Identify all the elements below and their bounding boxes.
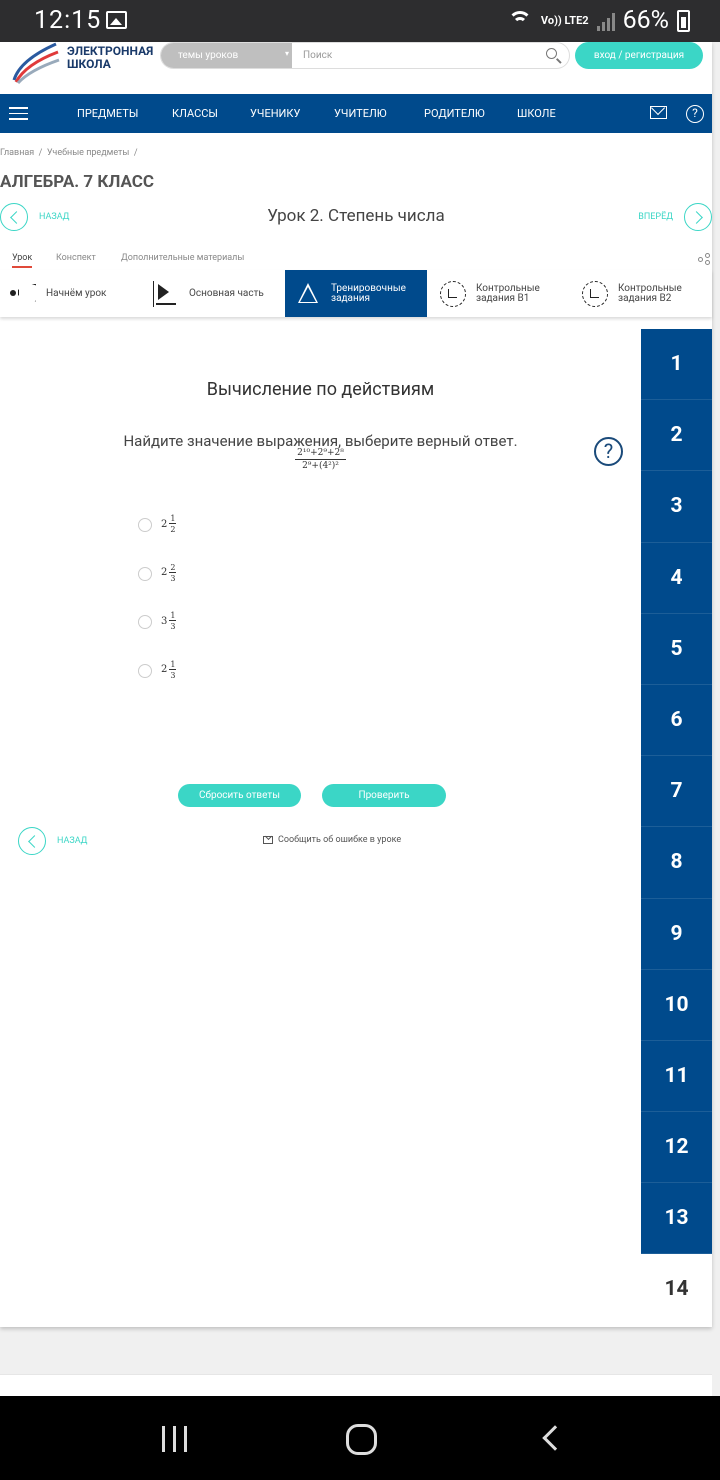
breadcrumb-home[interactable]: Главная	[0, 148, 35, 158]
timer-icon	[582, 281, 608, 307]
network-label: Vo)) LTE2	[540, 14, 589, 27]
play-icon	[153, 281, 179, 307]
radio-button[interactable]	[138, 664, 152, 678]
timer-icon	[440, 281, 466, 307]
nav-item-classes[interactable]: КЛАССЫ	[172, 107, 218, 120]
task-content	[0, 329, 641, 1329]
answer-option[interactable]: 3 $\frac{1}{3}$	[138, 611, 176, 660]
check-button[interactable]: Проверить	[322, 784, 446, 807]
back-icon[interactable]	[542, 1425, 567, 1450]
question-help-icon[interactable]: ?	[594, 437, 623, 466]
footer-strip	[0, 1374, 712, 1396]
step-start[interactable]: Начнём урок	[10, 270, 140, 317]
task-number-3[interactable]: 3	[641, 471, 712, 542]
lesson-tabs	[0, 249, 712, 269]
task-number-5[interactable]: 5	[641, 614, 712, 685]
page	[0, 42, 712, 1327]
step-control-b2[interactable]: Контрольные задания В2	[582, 270, 712, 317]
task-number-11[interactable]: 11	[641, 1041, 712, 1112]
search-topic-select[interactable]: темы уроков ▾	[161, 43, 292, 68]
lesson-title: Урок 2. Степень числа	[267, 206, 445, 226]
task-number-14[interactable]: 14	[641, 1254, 712, 1325]
answer-option[interactable]: 2 $\frac{2}{3}$	[138, 563, 176, 612]
status-bar	[0, 0, 720, 42]
task-number-2[interactable]: 2	[641, 400, 712, 471]
share-icon[interactable]	[698, 253, 710, 265]
back-button-top[interactable]: НАЗАД	[0, 203, 69, 231]
main-nav	[0, 94, 712, 133]
radio-button[interactable]	[138, 518, 152, 532]
radio-button[interactable]	[138, 567, 152, 581]
battery-percent: 66%	[622, 6, 669, 35]
wifi-icon	[507, 10, 533, 32]
task-number-7[interactable]: 7	[641, 756, 712, 827]
clock: 12:15	[34, 6, 102, 35]
system-navigation-bar	[0, 1396, 720, 1480]
task-number-4[interactable]: 4	[641, 543, 712, 614]
nav-item-school[interactable]: ШКОЛЕ	[517, 107, 556, 120]
task-number-6[interactable]: 6	[641, 685, 712, 756]
nav-item-subjects[interactable]: ПРЕДМЕТЫ	[77, 107, 139, 120]
help-icon[interactable]: ?	[686, 105, 704, 123]
search-bar	[160, 42, 570, 69]
task-number-list	[641, 329, 712, 1326]
signal-icon	[597, 11, 615, 31]
mail-icon[interactable]	[650, 106, 667, 119]
report-error-link[interactable]: Сообщить об ошибке в уроке	[263, 835, 401, 845]
step-training[interactable]: Тренировочные задания	[285, 270, 427, 317]
breadcrumb: Главная / Учебные предметы /	[0, 148, 138, 158]
tab-lesson[interactable]: Урок	[12, 253, 32, 268]
home-icon[interactable]	[346, 1424, 377, 1455]
site-header	[0, 42, 712, 94]
task-number-12[interactable]: 12	[641, 1112, 712, 1183]
logo-text: ЭЛЕКТРОННАЯ ШКОЛА	[67, 44, 154, 71]
task-number-8[interactable]: 8	[641, 827, 712, 898]
task-number-13[interactable]: 13	[641, 1183, 712, 1254]
megaphone-icon	[10, 281, 36, 307]
nav-item-teacher[interactable]: УЧИТЕЛЮ	[334, 107, 387, 120]
reset-answers-button[interactable]: Сбросить ответы	[178, 784, 301, 807]
search-input[interactable]: Поиск	[303, 50, 333, 61]
task-number-9[interactable]: 9	[641, 899, 712, 970]
pyramid-icon	[295, 281, 321, 307]
tab-summary[interactable]: Конспект	[56, 253, 96, 263]
step-main[interactable]: Основная часть	[153, 270, 283, 317]
breadcrumb-subjects[interactable]: Учебные предметы	[46, 148, 130, 158]
answer-options	[138, 514, 176, 708]
task-number-10[interactable]: 10	[641, 970, 712, 1041]
task-number-1[interactable]: 1	[641, 329, 712, 400]
search-icon[interactable]	[546, 48, 557, 59]
envelope-icon	[263, 836, 273, 844]
task-title: Вычисление по действиям	[206, 379, 435, 400]
course-title: АЛГЕБРА. 7 КЛАСС	[0, 172, 155, 192]
tab-extra-materials[interactable]: Дополнительные материалы	[121, 253, 245, 263]
nav-item-student[interactable]: УЧЕНИКУ	[250, 107, 301, 120]
chevron-right-icon[interactable]	[684, 203, 712, 231]
radio-button[interactable]	[138, 615, 152, 629]
answer-option[interactable]: 2 $\frac{1}{2}$	[138, 514, 176, 563]
back-button-bottom[interactable]: НАЗАД	[18, 827, 87, 855]
menu-icon[interactable]	[9, 107, 28, 120]
task-question: Найдите значение выражения, выберите верный ответ.	[123, 432, 518, 450]
lesson-steps	[0, 270, 712, 317]
task-formula: $\frac{\text{2¹⁰+2⁹+2⁸}}{\text{2⁹+(4²)²}}$	[297, 448, 344, 471]
chevron-left-icon[interactable]	[18, 827, 46, 855]
image-notification-icon	[106, 11, 127, 29]
recent-apps-icon[interactable]	[162, 1426, 187, 1452]
nav-item-parent[interactable]: РОДИТЕЛЮ	[424, 107, 485, 120]
step-control-b1[interactable]: Контрольные задания В1	[440, 270, 570, 317]
logo-icon[interactable]	[10, 42, 60, 84]
forward-button-top[interactable]: ВПЕРЁД	[638, 203, 712, 231]
answer-option[interactable]: 2 $\frac{1}{3}$	[138, 660, 176, 709]
login-button[interactable]: вход / регистрация	[575, 42, 703, 69]
battery-icon	[677, 10, 690, 32]
